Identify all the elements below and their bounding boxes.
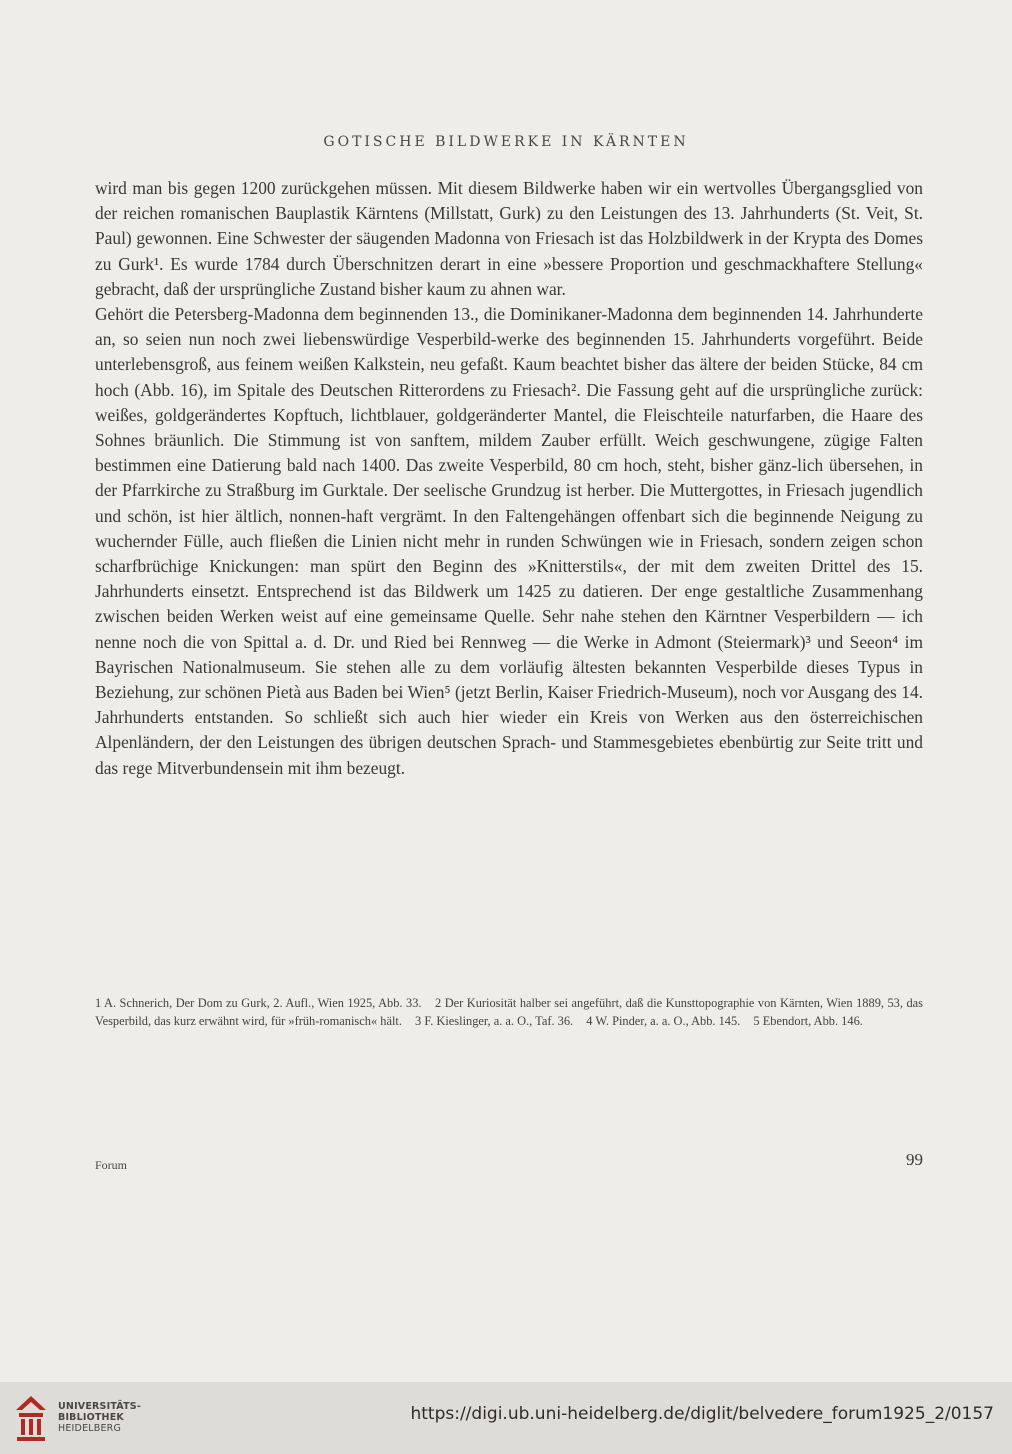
footnote-5: 5 Ebendort, Abb. 146. (753, 1014, 863, 1028)
library-name-line-2: BIBLIOTHEK (58, 1412, 124, 1423)
library-bar (0, 1382, 1012, 1454)
page-number: 99 (906, 1150, 923, 1169)
paragraph-2: Gehört die Petersberg-Madonna dem beginnenden 13., die Dominikaner-Madonna dem beginnenden 14. Jahrhunderte an, so seien nun noch zwei liebenswürdige Vesperbild-werke des beginnenden 15. Jahrhunderts vorgeführt. Beide unterlebensgroß, aus feinem weißen Kalkstein, neu gefaßt. Kaum beachtet bisher das ältere der beiden Stücke, 84 cm hoch (Abb. 16), im Spitale des Deutschen Ritterordens zu Friesach². Die Fassung geht auf die ursprüngliche zurück: weißes, goldgerändertes Kopftuch, lichtblauer, goldgeränderter Mantel, die Fleischteile naturfarben, die Haare des Sohnes bräunlich. Die Stimmung ist von sanftem, mildem Zauber erfüllt. Weich geschwungene, zügige Falten bestimmen eine Datierung bald nach 1400. Das zweite Vesperbild, 80 cm hoch, steht, bisher gänz-lich übersehen, in der Pfarrkirche zu Straßburg im Gurktale. Der seelische Grundzug ist herber. Die Muttergottes, in Friesach jugendlich und schön, ist hier ältlich, nonnen-haft vergrämt. In den Faltengehängen offenbart sich die beginnende Neigung zu wuchernder Fülle, auch fließen die Linien nicht mehr in runden Schwüngen wie in Friesach, sondern zeigen schon scharfbrüchige Knickungen: man spürt den Beginn des »Knitterstils«, der mit dem zweiten Drittel des 15. Jahrhunderts einsetzt. Entsprechend ist das Bildwerk um 1425 zu datieren. Der enge gestaltliche Zusammenhang zwischen beiden Werken weist auf eine gemeinsame Quelle. Sehr nahe stehen den Kärntner Vesperbildern — ich nenne noch die von Spittal a. d. Dr. und Ried bei Rennweg — die Werke in Admont (Steiermark)³ und Seeon⁴ im Bayrischen Nationalmuseum. Sie stehen alle zu dem vorläufig ältesten bekannten Vesperbilde dieses Typus in Beziehung, zur schönen Pietà aus Baden bei Wien⁵ (jetzt Berlin, Kaiser Friedrich-Museum), noch vor Ausgang des 14. Jahrhunderts entstanden. So schließt sich auch hier wieder ein Kreis von Werken aus den österreichischen Alpenländern, der den Leistungen des übrigen deutschen Sprach- und Stammesgebietes ebenbürtig zur Seite tritt und das rege Mitverbundensein mit ihm bezeugt. (95, 304, 923, 778)
library-logo-icon (14, 1394, 48, 1442)
body-text (95, 176, 923, 781)
footnote-2: 2 Der Kuriosität halber sei angeführt, daß die Kunsttopographie von Kärnten, Wien 1889, 53, das Vesperbild, das kurz erwähnt wird, für »früh-romanisch« hält. (95, 996, 923, 1028)
running-head: GOTISCHE BILDWERKE IN KÄRNTEN (323, 134, 689, 150)
library-name-line-3: HEIDELBERG (58, 1423, 122, 1434)
footnote-1: 1 A. Schnerich, Der Dom zu Gurk, 2. Aufl., Wien 1925, Abb. 33. (95, 996, 422, 1010)
library-name-line-1: UNIVERSITÄTS- (58, 1401, 141, 1412)
footnote-3: 3 F. Kieslinger, a. a. O., Taf. 36. (415, 1014, 574, 1028)
footnote-4: 4 W. Pinder, a. a. O., Abb. 145. (586, 1014, 741, 1028)
footer-label: Forum (95, 1158, 128, 1172)
source-url-link[interactable]: https://digi.ub.uni-heidelberg.de/diglit/belvedere_forum1925_2/0157 (410, 1404, 994, 1424)
library-name (58, 1401, 141, 1434)
footnotes (95, 994, 923, 1030)
paragraph-1: wird man bis gegen 1200 zurückgehen müssen. Mit diesem Bildwerke haben wir ein wertvolles Übergangsglied von der reichen romanischen Bauplastik Kärntens (Millstatt, Gurk) zu den Leistungen des 13. Jahrhunderts (St. Veit, St. Paul) gewonnen. Eine Schwester der säugenden Madonna von Friesach ist das Holzbildwerk in der Krypta des Domes zu Gurk¹. Es wurde 1784 durch Überschnitzen derart in eine »bessere Proportion und geschmackhaftere Stellung« gebracht, daß der ursprüngliche Zustand bisher kaum zu ahnen war. (95, 178, 923, 299)
